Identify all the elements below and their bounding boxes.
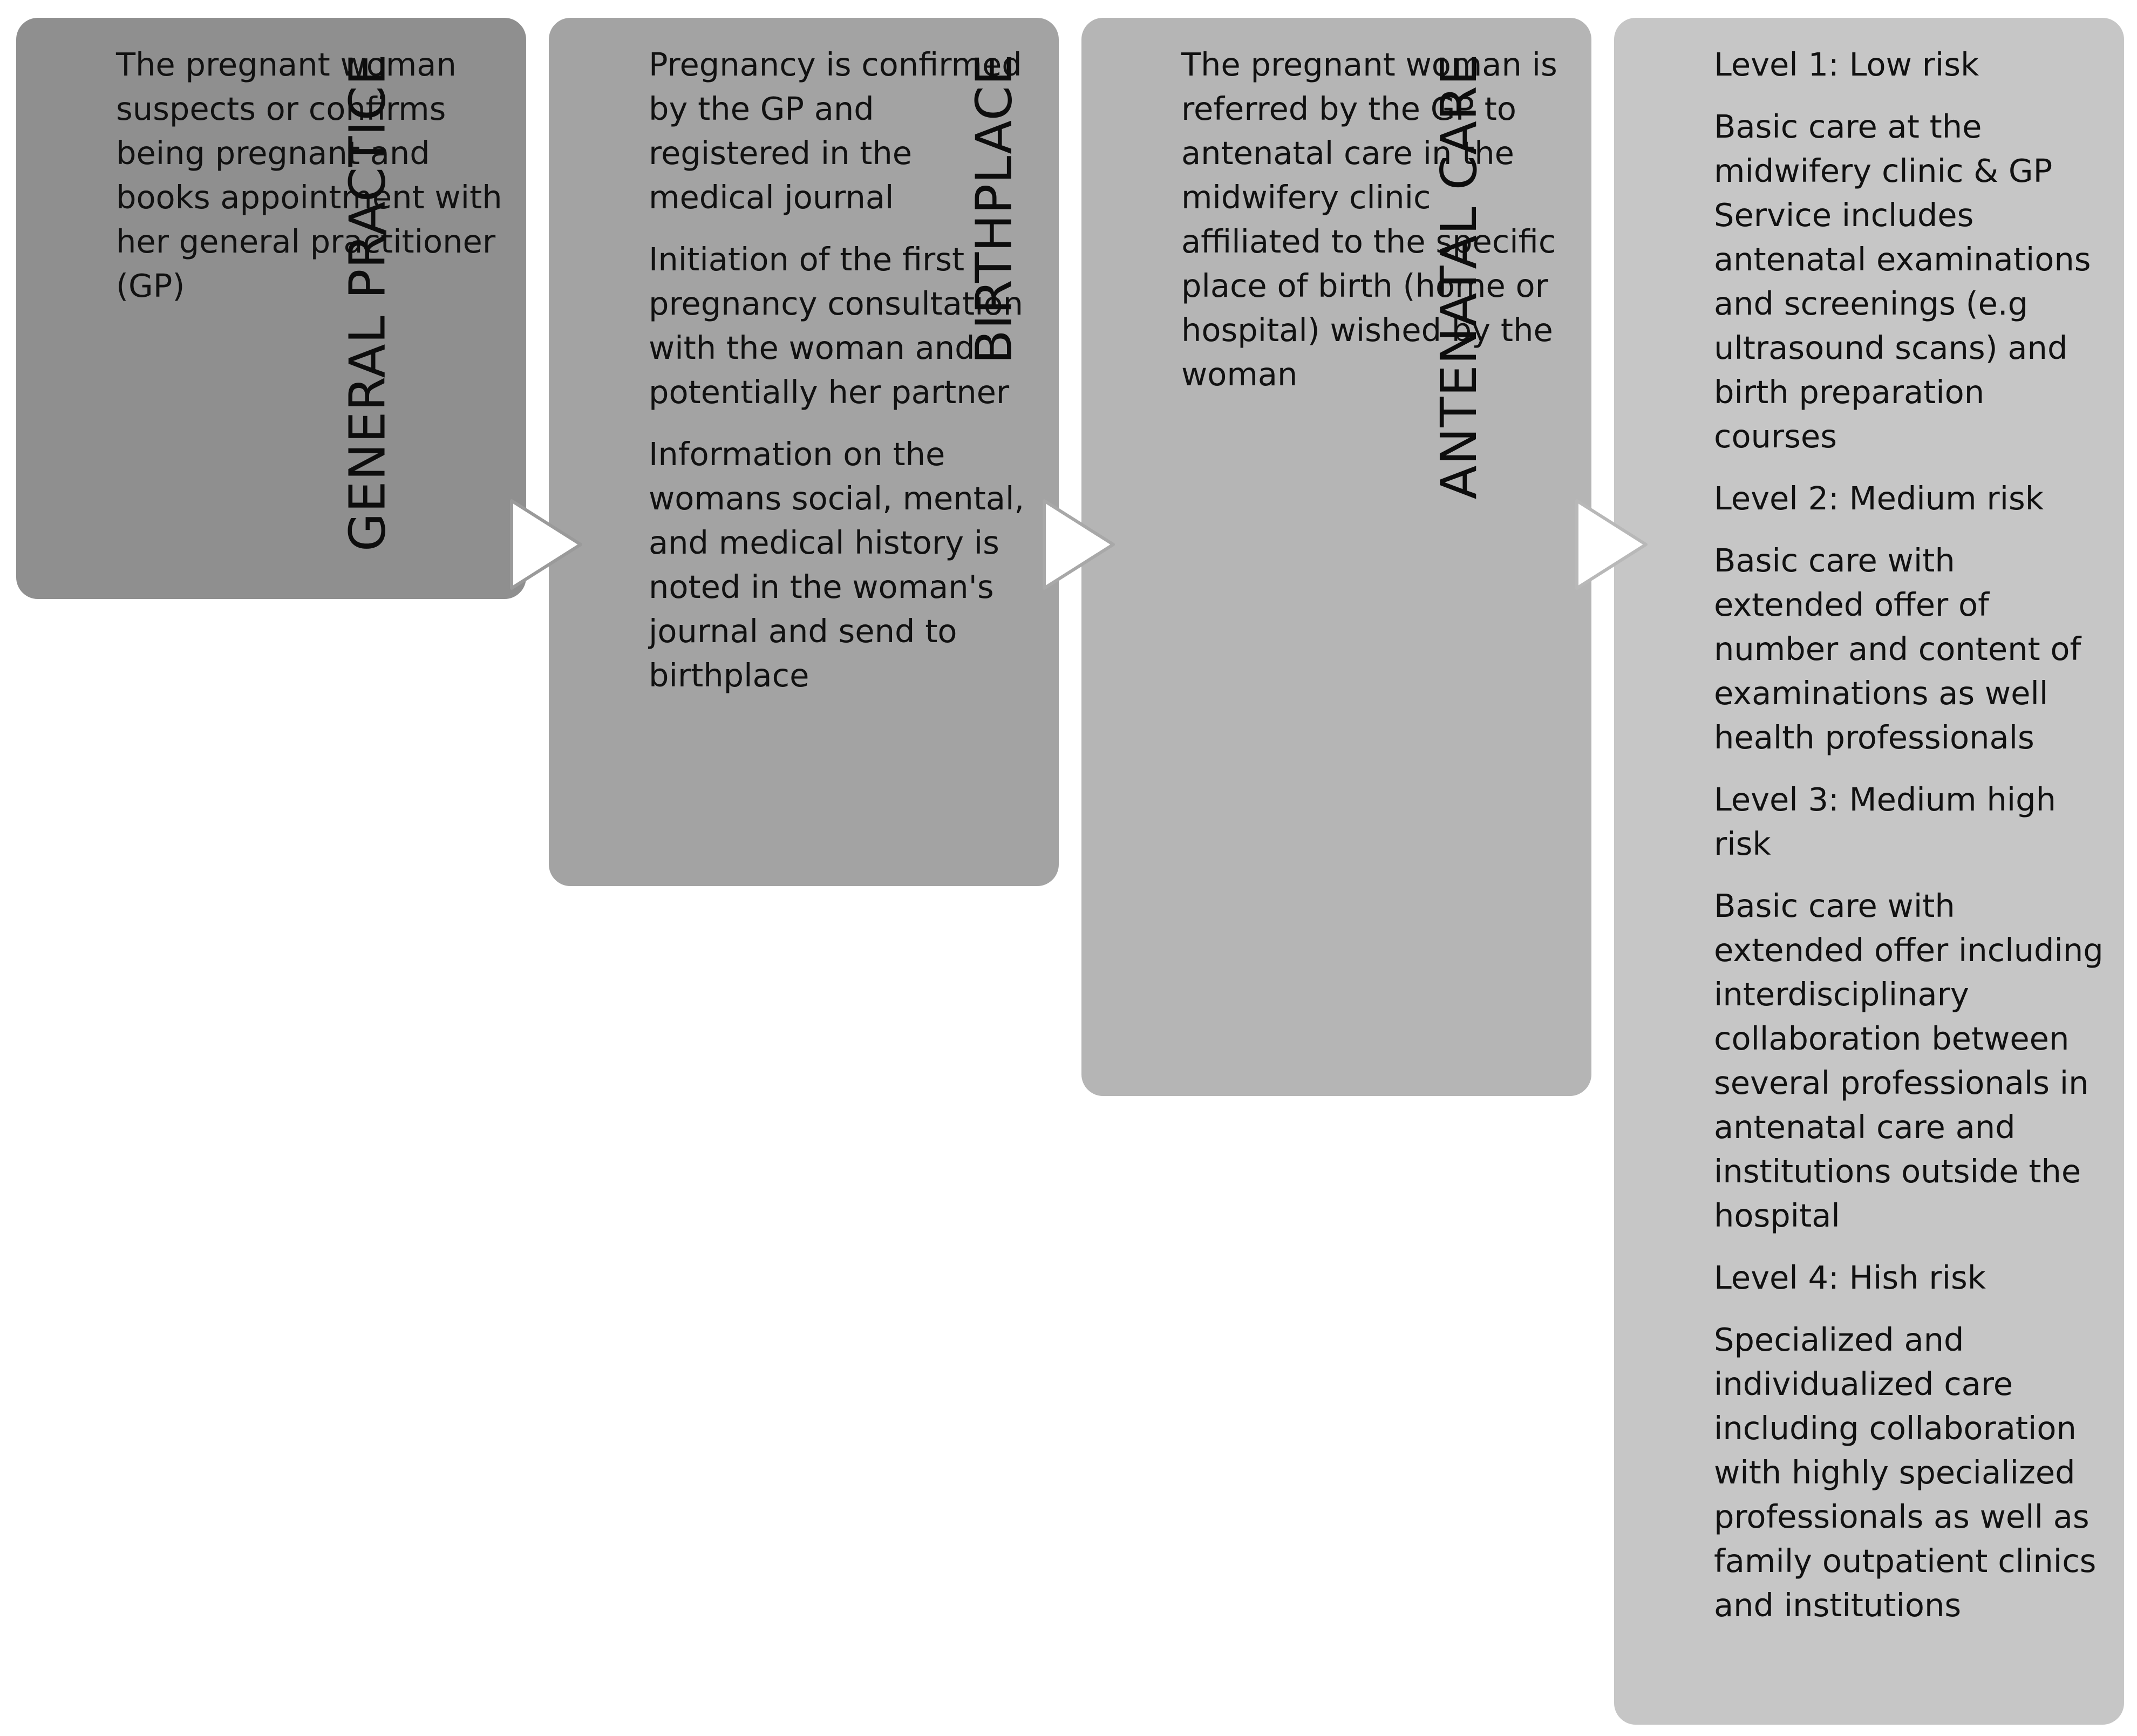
step-text: Pregnancy is confirmed by the GP and registered in the medical journal (649, 46, 1022, 216)
step-title-general-practice: GENERAL PRACTICE (338, 53, 397, 552)
step-pregnancy (16, 18, 526, 599)
step-text: The pregnant woman suspects or confirms being pregnant and books appointment with her general practitioner (GP) (116, 46, 502, 304)
risk-level-heading: Level 1: Low risk (1714, 46, 1979, 83)
step-title-wrap (16, 18, 103, 599)
risk-level-heading: Level 2: Medium risk (1714, 480, 2044, 517)
step-title-birthplace: BIRTHPLACE (965, 53, 1023, 364)
risk-level-text: Basic care with extended offer including interdisciplinary collaboration between several professionals in antenatal care and institutions outside the hospital (1714, 887, 2104, 1234)
risk-level-text: Specialized and individualized care including collaboration with highly specialized professionals as well as family outpatient clinics and institutions (1714, 1321, 2097, 1624)
risk-level-text: Basic care at the midwifery clinic & GP Service includes antenatal examinations and screenings (e.g ultrasound scans) and birth preparation courses (1714, 108, 2091, 455)
step-title-antenatal-care: ANTENATAL CARE (1430, 53, 1488, 500)
step-title-wrap (1430, 18, 1700, 1725)
step-body-birthplace (1181, 43, 1576, 414)
risk-level-heading: Level 3: Medium high risk (1714, 781, 2056, 862)
chevron-right-arrow-icon (508, 499, 584, 590)
step-body-antenatal-care (1714, 43, 2109, 1645)
step-antenatal-care (1430, 18, 2124, 1725)
step-text: Information on the womans social, mental, and medical history is noted in the woman's journal and send to birthplace (649, 435, 1025, 694)
step-birthplace (965, 18, 1591, 1096)
chevron-right-arrow-icon (1574, 499, 1649, 590)
step-text: Initiation of the first pregnancy consultation with the woman and potentially her partner (649, 241, 1023, 411)
chevron-right-arrow-icon (1041, 499, 1117, 590)
risk-level-text: Basic care with extended offer of number and content of examinations as well health professionals (1714, 542, 2081, 756)
step-body-pregnancy (116, 43, 511, 326)
step-text: The pregnant woman is referred by the GP to antenatal care in the midwifery clinic affiliated to the specific place of birth (home or hospital) wished by the woman (1181, 46, 1557, 393)
step-title-wrap (338, 18, 635, 886)
risk-level-heading: Level 4: Hish risk (1714, 1259, 1986, 1296)
